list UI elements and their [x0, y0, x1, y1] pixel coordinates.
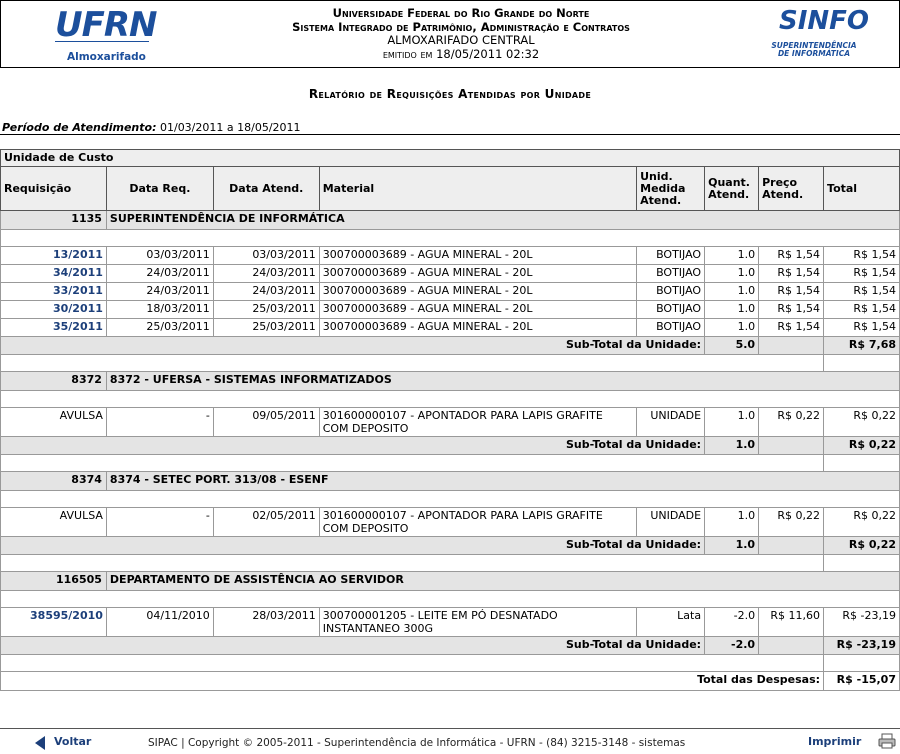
data-req-cell: -	[106, 408, 213, 437]
subtotal-value: R$ 7,68	[824, 337, 900, 355]
back-arrow-icon[interactable]	[35, 736, 45, 750]
material-line1: 301600000107 - APONTADOR PARA LAPIS GRAFITE	[322, 409, 603, 422]
unit-row	[1, 372, 900, 391]
req-link[interactable]: 34/2011	[52, 266, 103, 279]
col-requisicao: Requisição	[1, 167, 107, 211]
report-header	[0, 0, 900, 68]
req-cell	[1, 247, 107, 265]
unid-cell: BOTIJAO	[637, 319, 705, 337]
unid-cell: UNIDADE	[637, 508, 705, 537]
req-link[interactable]: 13/2011	[52, 248, 103, 261]
subtotal-quant: -2.0	[705, 637, 759, 655]
back-label[interactable]: Voltar	[54, 735, 92, 748]
req-cell	[1, 283, 107, 301]
material-line1: 300700003689 - AGUA MINERAL - 20L	[322, 284, 533, 297]
material-cell	[319, 301, 636, 319]
data-req-cell: 03/03/2011	[106, 247, 213, 265]
table-row	[1, 265, 900, 283]
total-cell: R$ 1,54	[824, 301, 900, 319]
data-req-cell: 24/03/2011	[106, 283, 213, 301]
spacer-cell	[824, 355, 900, 372]
material-line1: 301600000107 - APONTADOR PARA LAPIS GRAFITE	[322, 509, 603, 522]
unit-name: DEPARTAMENTO DE ASSISTÊNCIA AO SERVIDOR	[106, 572, 899, 591]
copyright-text: SIPAC | Copyright © 2005-2011 - Superintendência de Informática - UFRN - (84) 3215-3148 - sistemas	[148, 737, 686, 749]
ufrn-logo-text: UFRN	[55, 5, 157, 45]
table-row	[1, 508, 900, 537]
total-cell: R$ -23,19	[824, 608, 900, 637]
subtotal-label: Sub-Total da Unidade:	[1, 437, 705, 455]
subtotal-label: Sub-Total da Unidade:	[1, 637, 705, 655]
spacer-row	[1, 355, 900, 372]
sinfo-logo-label-2: DE INFORMÁTICA	[777, 49, 851, 58]
req-cell	[1, 319, 107, 337]
material-cell	[319, 319, 636, 337]
subtotal-quant: 5.0	[705, 337, 759, 355]
spacer-cell	[1, 491, 900, 508]
grand-total-row	[1, 672, 900, 691]
req-cell: AVULSA	[1, 508, 107, 537]
material-line1: 300700003689 - AGUA MINERAL - 20L	[322, 320, 533, 333]
total-cell: R$ 1,54	[824, 283, 900, 301]
unit-name: 8372 - UFERSA - SISTEMAS INFORMATIZADOS	[106, 372, 899, 391]
col-preco-line2: Atend.	[762, 187, 804, 201]
subtotal-empty	[759, 537, 824, 555]
req-cell: AVULSA	[1, 408, 107, 437]
material-line1: 300700003689 - AGUA MINERAL - 20L	[322, 302, 533, 315]
col-preco-atend	[759, 167, 824, 211]
spacer-cell	[1, 391, 900, 408]
subtotal-quant: 1.0	[705, 537, 759, 555]
col-quant-line1: Quant.	[708, 175, 750, 189]
col-preco-line1: Preço	[762, 175, 798, 189]
ufrn-logo	[55, 7, 155, 65]
req-cell	[1, 265, 107, 283]
emission-date: emitido em 18/05/2011 02:32	[382, 46, 540, 61]
subtotal-value: R$ 0,22	[824, 537, 900, 555]
unid-cell: BOTIJAO	[637, 301, 705, 319]
quant-cell: 1.0	[705, 301, 759, 319]
spacer-row	[1, 230, 900, 247]
material-cell	[319, 265, 636, 283]
data-atend-cell: 25/03/2011	[213, 319, 319, 337]
subtotal-row	[1, 637, 900, 655]
preco-cell: R$ 1,54	[759, 283, 824, 301]
quant-cell: 1.0	[705, 283, 759, 301]
table-row	[1, 319, 900, 337]
preco-cell: R$ 1,54	[759, 301, 824, 319]
spacer-cell	[1, 355, 824, 372]
quant-cell: 1.0	[705, 319, 759, 337]
page-footer	[0, 728, 900, 754]
material-line2: COM DEPOSITO	[322, 422, 409, 435]
col-quant-atend	[705, 167, 759, 211]
preco-cell: R$ 0,22	[759, 408, 824, 437]
quant-cell: 1.0	[705, 508, 759, 537]
unid-cell: BOTIJAO	[637, 247, 705, 265]
spacer-row	[1, 591, 900, 608]
unid-cell: BOTIJAO	[637, 283, 705, 301]
col-material: Material	[319, 167, 636, 211]
material-cell	[319, 608, 636, 637]
material-line1: 300700003689 - AGUA MINERAL - 20L	[322, 248, 533, 261]
data-atend-cell: 02/05/2011	[213, 508, 319, 537]
material-line1: 300700001205 - LEITE EM PÓ DESNATADO	[322, 609, 558, 622]
subtotal-empty	[759, 437, 824, 455]
subtotal-row	[1, 337, 900, 355]
unid-cell: UNIDADE	[637, 408, 705, 437]
material-cell	[319, 508, 636, 537]
report-table	[0, 149, 900, 691]
divider	[0, 134, 900, 135]
req-cell	[1, 301, 107, 319]
unit-code: 8372	[1, 372, 107, 391]
data-atend-cell: 03/03/2011	[213, 247, 319, 265]
data-req-cell: 04/11/2010	[106, 608, 213, 637]
total-cell: R$ 1,54	[824, 247, 900, 265]
material-line2: COM DEPOSITO	[322, 522, 409, 535]
unit-row	[1, 211, 900, 230]
col-unid-line2: Medida	[640, 181, 686, 195]
subtotal-label: Sub-Total da Unidade:	[1, 337, 705, 355]
quant-cell: 1.0	[705, 265, 759, 283]
unid-cell: BOTIJAO	[637, 265, 705, 283]
spacer-cell	[1, 230, 900, 247]
spacer-cell	[1, 555, 824, 572]
table-row	[1, 283, 900, 301]
quant-cell: -2.0	[705, 608, 759, 637]
data-atend-cell: 28/03/2011	[213, 608, 319, 637]
data-req-cell: 24/03/2011	[106, 265, 213, 283]
unid-cell: Lata	[637, 608, 705, 637]
req-cell	[1, 608, 107, 637]
institution-block	[201, 7, 721, 61]
group-header: Unidade de Custo	[1, 150, 900, 167]
subtotal-label: Sub-Total da Unidade:	[1, 537, 705, 555]
subtotal-empty	[759, 337, 824, 355]
department-name: ALMOXARIFADO CENTRAL	[387, 33, 535, 47]
preco-cell: R$ 1,54	[759, 319, 824, 337]
material-line2: INSTANTANEO 300G	[322, 622, 434, 635]
col-data-req: Data Req.	[106, 167, 213, 211]
subtotal-empty	[759, 637, 824, 655]
subtotal-quant: 1.0	[705, 437, 759, 455]
total-cell: R$ 1,54	[824, 265, 900, 283]
col-unid-line1: Unid.	[640, 169, 673, 183]
grand-total-value: R$ -15,07	[824, 672, 900, 691]
spacer-row	[1, 455, 900, 472]
spacer-cell	[824, 455, 900, 472]
table-row	[1, 608, 900, 637]
col-quant-line2: Atend.	[708, 187, 750, 201]
spacer-cell	[824, 555, 900, 572]
col-unid-line3: Atend.	[640, 193, 682, 207]
subtotal-value: R$ -23,19	[824, 637, 900, 655]
period-value: 01/03/2011 a 18/05/2011	[159, 121, 301, 134]
quant-cell: 1.0	[705, 408, 759, 437]
unit-row	[1, 572, 900, 591]
subtotal-value: R$ 0,22	[824, 437, 900, 455]
unit-code: 116505	[1, 572, 107, 591]
printer-icon[interactable]	[878, 733, 896, 749]
grand-total-label: Total das Despesas:	[1, 672, 824, 691]
period-line	[2, 121, 301, 134]
req-link[interactable]: 35/2011	[52, 320, 103, 333]
subtotal-row	[1, 437, 900, 455]
unit-name: SUPERINTENDÊNCIA DE INFORMÁTICA	[106, 211, 899, 230]
print-link[interactable]: Imprimir	[808, 735, 862, 748]
subtotal-row	[1, 537, 900, 555]
data-req-cell: 25/03/2011	[106, 319, 213, 337]
back-link[interactable]	[36, 735, 91, 748]
total-cell: R$ 1,54	[824, 319, 900, 337]
col-unid-medida	[637, 167, 705, 211]
preco-cell: R$ 11,60	[759, 608, 824, 637]
spacer-row	[1, 491, 900, 508]
req-link[interactable]: 30/2011	[52, 302, 103, 315]
sinfo-logo	[771, 6, 870, 65]
req-link[interactable]: 38595/2010	[30, 609, 103, 622]
material-cell	[319, 247, 636, 265]
material-cell	[319, 283, 636, 301]
total-cell: R$ 0,22	[824, 508, 900, 537]
university-name: Universidade Federal do Rio Grande do Norte	[332, 6, 590, 20]
col-data-atend: Data Atend.	[213, 167, 319, 211]
sinfo-logo-label-1: SUPERINTENDÊNCIA	[771, 41, 857, 50]
total-cell: R$ 0,22	[824, 408, 900, 437]
module-name: Almoxarifado	[67, 51, 146, 63]
data-req-cell: -	[106, 508, 213, 537]
report-title: Relatório de Requisições Atendidas por Unidade	[308, 87, 592, 101]
system-name: Sistema Integrado de Patrimônio, Administração e Contratos	[292, 19, 630, 34]
data-atend-cell: 24/03/2011	[213, 265, 319, 283]
unit-name: 8374 - SETEC PORT. 313/08 - ESENF	[106, 472, 899, 491]
spacer-row	[1, 655, 900, 672]
data-atend-cell: 09/05/2011	[213, 408, 319, 437]
spacer-cell	[1, 591, 900, 608]
quant-cell: 1.0	[705, 247, 759, 265]
data-req-cell: 18/03/2011	[106, 301, 213, 319]
unit-code: 1135	[1, 211, 107, 230]
spacer-cell	[1, 655, 824, 672]
preco-cell: R$ 1,54	[759, 265, 824, 283]
preco-cell: R$ 0,22	[759, 508, 824, 537]
spacer-row	[1, 555, 900, 572]
col-total: Total	[824, 167, 900, 211]
table-row	[1, 247, 900, 265]
sinfo-logo-text: SINFO	[779, 6, 870, 36]
material-line1: 300700003689 - AGUA MINERAL - 20L	[322, 266, 533, 279]
unit-code: 8374	[1, 472, 107, 491]
req-link[interactable]: 33/2011	[52, 284, 103, 297]
spacer-cell	[1, 455, 824, 472]
preco-cell: R$ 1,54	[759, 247, 824, 265]
spacer-row	[1, 391, 900, 408]
unit-row	[1, 472, 900, 491]
data-atend-cell: 25/03/2011	[213, 301, 319, 319]
data-atend-cell: 24/03/2011	[213, 283, 319, 301]
material-cell	[319, 408, 636, 437]
table-row	[1, 408, 900, 437]
spacer-cell	[824, 655, 900, 672]
table-row	[1, 301, 900, 319]
period-label: Período de Atendimento:	[2, 121, 157, 134]
